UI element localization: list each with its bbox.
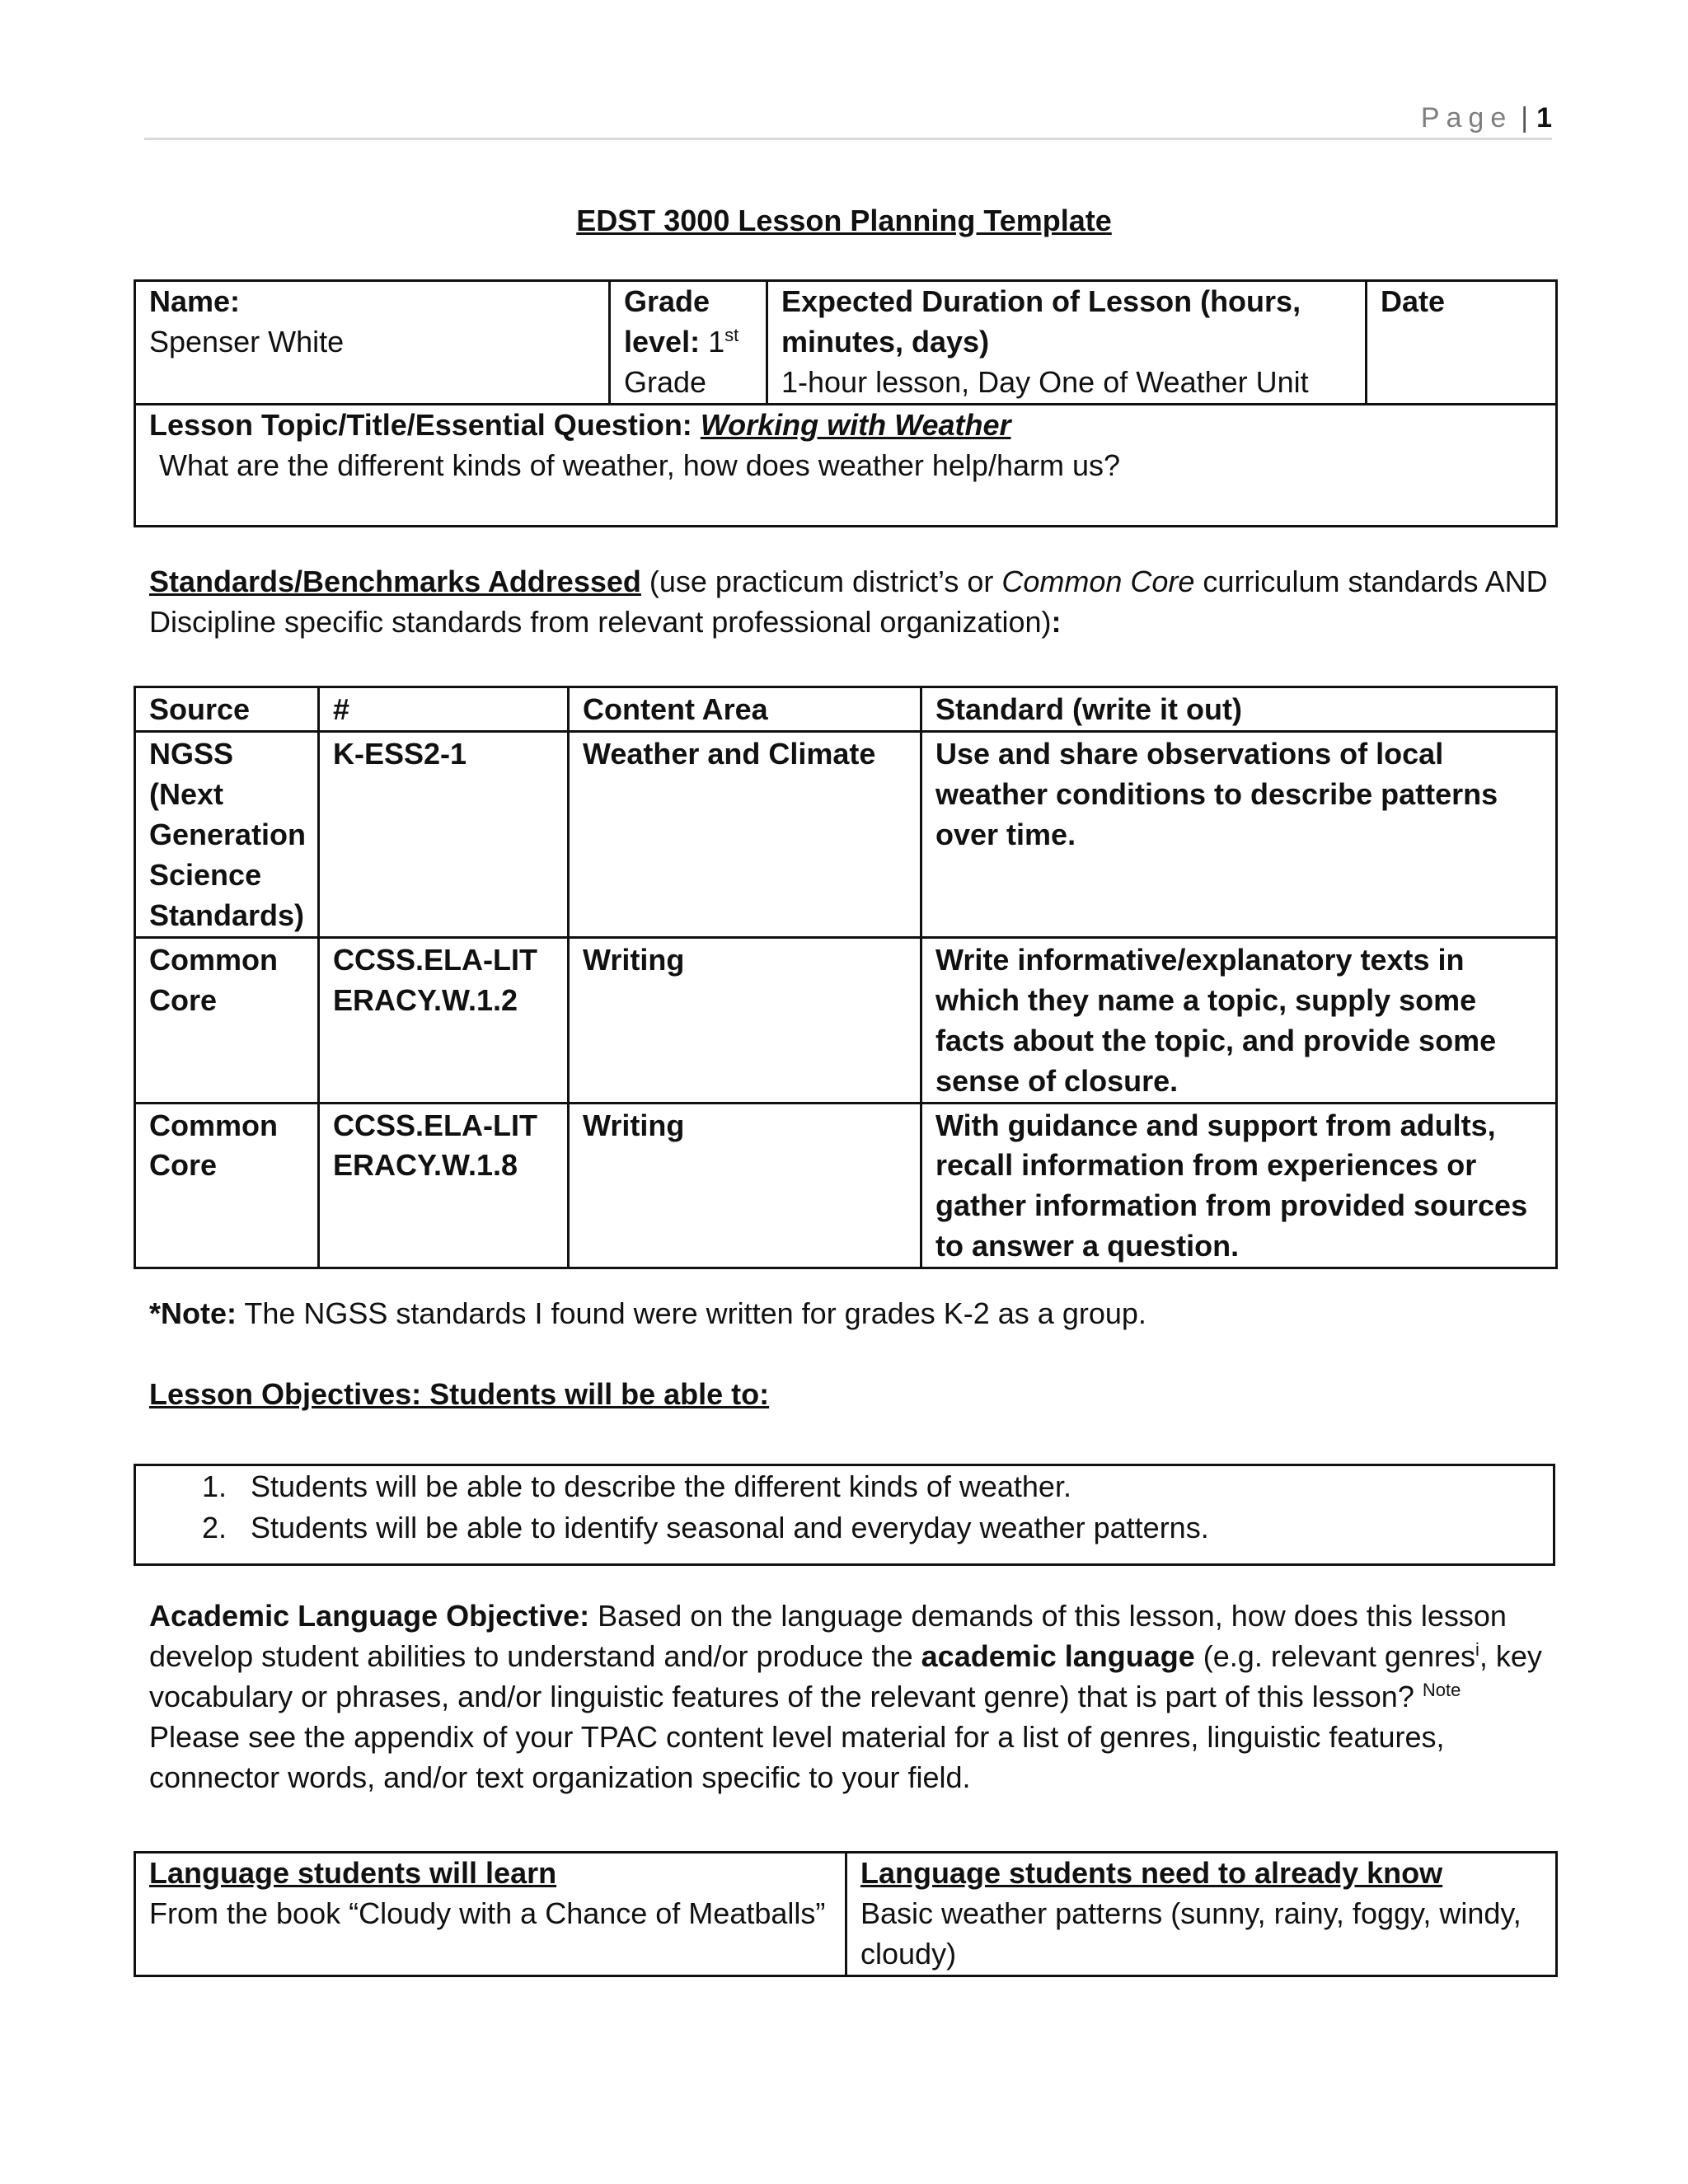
note-mark: Note (1422, 1680, 1461, 1700)
academic-language-text-2: (e.g. relevant genres (1194, 1639, 1475, 1673)
duration-cell (767, 281, 1367, 405)
grade-number: 1 (708, 324, 725, 359)
header-content-area: Content Area (569, 687, 921, 732)
table-row (135, 1103, 1557, 1268)
row-source: Common Core (135, 1103, 319, 1268)
footnote-mark: i (1475, 1639, 1479, 1660)
already-know-text: Basic weather patterns (sunny, rainy, foggy, windy, cloudy) (860, 1896, 1522, 1971)
duration-label: Expected Duration of Lesson (hours, minutes, days) (781, 284, 1301, 359)
page-header (144, 97, 1552, 140)
note-text: The NGSS standards I found were written for grades K-2 as a group. (237, 1296, 1146, 1330)
list-item (136, 1507, 1553, 1549)
list-item (136, 1466, 1553, 1507)
standards-table (134, 686, 1558, 1269)
topic-title: Working with Weather (700, 407, 1011, 442)
note-label: *Note: (149, 1296, 237, 1330)
page-number: 1 (1536, 102, 1552, 134)
already-know-heading: Language students need to already know (860, 1856, 1443, 1890)
name-cell (135, 281, 610, 405)
row-source: Common Core (135, 937, 319, 1103)
standards-heading: Standards/Benchmarks Addressed (149, 565, 641, 598)
row-number: CCSS.ELA-LITERACY.W.1.8 (319, 1103, 569, 1268)
academic-language-text-3: , key vocabulary or phrases, and/or linguistic features of the relevant genre) that is part of this lesson? (149, 1639, 1542, 1713)
page-separator: | (1521, 102, 1529, 134)
grade-label: Grade level: (624, 284, 710, 359)
standards-header-row (135, 687, 1557, 732)
date-label: Date (1381, 284, 1446, 318)
list-item-number: 2. (202, 1511, 227, 1544)
name-value: Spenser White (149, 324, 345, 359)
header-source: Source (135, 687, 319, 732)
ngss-note (149, 1294, 1559, 1334)
row-content-area: Writing (569, 1103, 921, 1268)
language-table (134, 1851, 1558, 1977)
grade-suffix: st (724, 324, 739, 345)
topic-cell (135, 404, 1557, 526)
row-content-area: Weather and Climate (569, 731, 921, 937)
row-content-area: Writing (569, 937, 921, 1103)
table-row (135, 937, 1557, 1103)
standards-intro (149, 562, 1559, 643)
objectives-list (136, 1466, 1553, 1549)
date-cell (1367, 281, 1557, 405)
standards-intro-text: (use practicum district’s or (640, 565, 1002, 598)
row-standard: With guidance and support from adults, recall information from experiences or gather information from provided sources to answer a question. (921, 1103, 1557, 1268)
topic-label: Lesson Topic/Title/Essential Question: (149, 407, 692, 442)
list-item-number: 1. (202, 1469, 227, 1503)
list-item-text: Students will be able to identify seasonal and everyday weather patterns. (251, 1511, 1209, 1544)
row-number: K-ESS2-1 (319, 731, 569, 937)
table-row (135, 731, 1557, 937)
essential-question: What are the different kinds of weather, how does weather help/harm us? (159, 448, 1121, 482)
row-number: CCSS.ELA-LITERACY.W.1.2 (319, 937, 569, 1103)
header-standard: Standard (write it out) (921, 687, 1557, 732)
academic-language-term: academic language (921, 1639, 1195, 1673)
row-source: NGSS (Next Generation Science Standards) (135, 731, 319, 937)
grade-word: Grade (624, 364, 707, 399)
will-learn-text: From the book “Cloudy with a Chance of Meatballs” (149, 1896, 826, 1930)
header-number: # (319, 687, 569, 732)
grade-cell (610, 281, 767, 405)
name-label: Name: (149, 284, 241, 318)
will-learn-heading: Language students will learn (149, 1856, 557, 1890)
standards-intro-text-2: curriculum standards AND Discipline specific standards from relevant professional organization) (149, 565, 1548, 639)
row-standard: Write informative/explanatory texts in which they name a topic, supply some facts about the topic, and provide some sense of closure. (921, 937, 1557, 1103)
academic-language-label: Academic Language Objective: (149, 1599, 590, 1633)
will-learn-cell (135, 1853, 846, 1976)
objectives-box (134, 1464, 1555, 1566)
academic-language-objective (149, 1596, 1559, 1797)
row-standard: Use and share observations of local weather conditions to describe patterns over time. (921, 731, 1557, 937)
duration-value: 1-hour lesson, Day One of Weather Unit (781, 364, 1309, 399)
lesson-info-table (134, 279, 1558, 527)
standards-intro-colon: : (1051, 604, 1062, 639)
objectives-heading: Lesson Objectives: Students will be able to: (149, 1377, 770, 1411)
list-item-text: Students will be able to describe the different kinds of weather. (251, 1469, 1071, 1503)
academic-language-text-4: Please see the appendix of your TPAC content level material for a list of genres, linguistic features, connector words, and/or text organization specific to your field. (149, 1720, 1445, 1794)
standards-intro-italic: Common Core (1001, 565, 1195, 598)
academic-language-text: Based on the language demands of this lesson, how does this lesson develop student abilities to understand and/or produce the (149, 1599, 1507, 1673)
page-label: Page (1420, 102, 1513, 134)
already-know-cell (846, 1853, 1557, 1976)
document-title: EDST 3000 Lesson Planning Template (576, 204, 1112, 237)
